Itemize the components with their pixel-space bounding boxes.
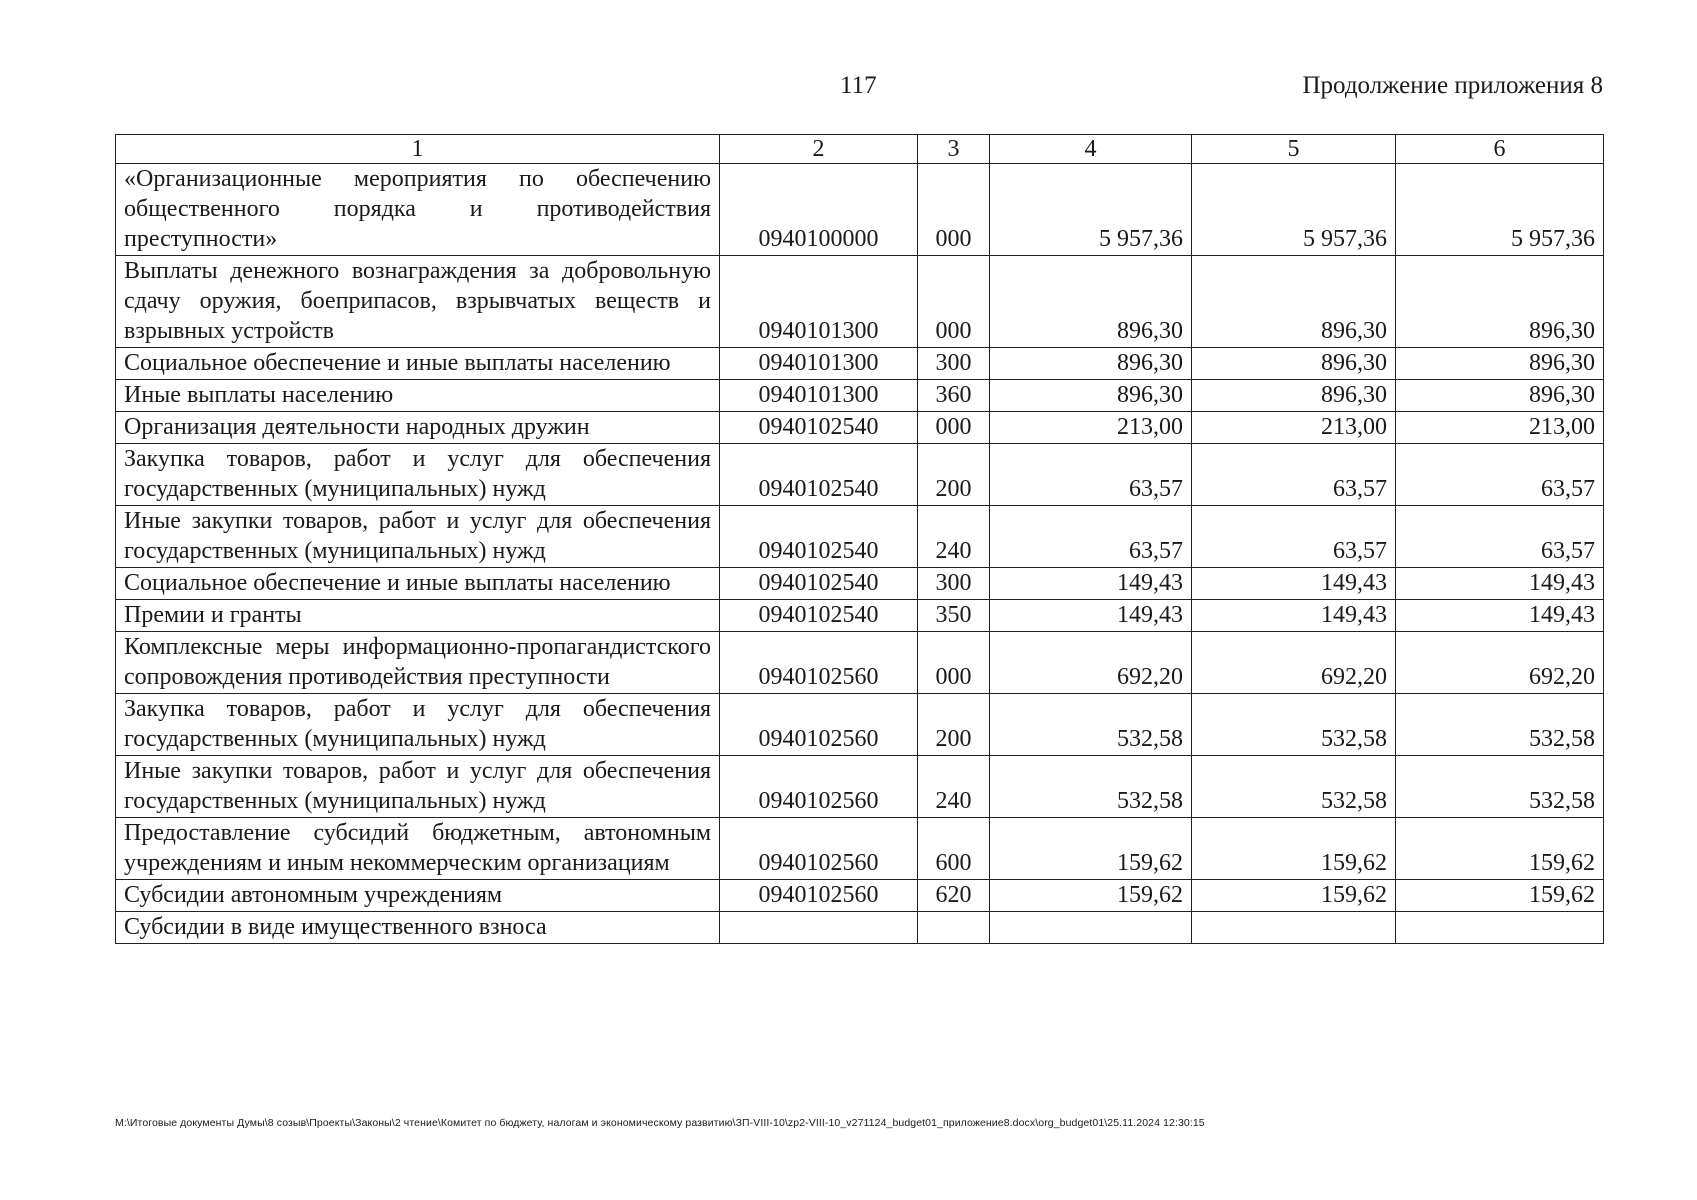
target-code: 0940101300	[720, 348, 918, 380]
amount-col6: 213,00	[1396, 412, 1604, 444]
column-header: 4	[990, 135, 1192, 164]
row-name: Организация деятельности народных дружин	[116, 412, 720, 444]
row-name: Иные закупки товаров, работ и услуг для обеспечения государственных (муниципальных) нужд	[116, 506, 720, 568]
column-header: 2	[720, 135, 918, 164]
amount-col6: 149,43	[1396, 600, 1604, 632]
amount-col6: 896,30	[1396, 348, 1604, 380]
expense-type-code: 200	[918, 444, 990, 506]
table-row	[116, 600, 1604, 632]
amount-col5: 896,30	[1192, 380, 1396, 412]
amount-col4: 63,57	[990, 506, 1192, 568]
amount-col6: 149,43	[1396, 568, 1604, 600]
amount-col4: 532,58	[990, 694, 1192, 756]
amount-col6: 896,30	[1396, 256, 1604, 348]
table-row	[116, 568, 1604, 600]
table-row	[116, 694, 1604, 756]
target-code: 0940102560	[720, 694, 918, 756]
column-header: 6	[1396, 135, 1604, 164]
amount-col5: 63,57	[1192, 506, 1396, 568]
amount-col4: 896,30	[990, 256, 1192, 348]
expense-type-code: 240	[918, 506, 990, 568]
table-row	[116, 632, 1604, 694]
amount-col5: 63,57	[1192, 444, 1396, 506]
amount-col4: 149,43	[990, 600, 1192, 632]
target-code: 0940102540	[720, 600, 918, 632]
expense-type-code: 000	[918, 632, 990, 694]
table-row	[116, 880, 1604, 912]
amount-col5: 896,30	[1192, 256, 1396, 348]
amount-col5: 213,00	[1192, 412, 1396, 444]
expense-type-code: 360	[918, 380, 990, 412]
expense-type-code: 300	[918, 348, 990, 380]
amount-col4: 532,58	[990, 756, 1192, 818]
target-code: 0940101300	[720, 380, 918, 412]
expense-type-code: 000	[918, 412, 990, 444]
table-row	[116, 380, 1604, 412]
target-code: 0940102540	[720, 506, 918, 568]
table-row	[116, 506, 1604, 568]
row-name: Выплаты денежного вознаграждения за добровольную сдачу оружия, боеприпасов, взрывчатых веществ и взрывных устройств	[116, 256, 720, 348]
table-row	[116, 164, 1604, 256]
amount-col5	[1192, 912, 1396, 944]
target-code: 0940100000	[720, 164, 918, 256]
amount-col5: 896,30	[1192, 348, 1396, 380]
expense-type-code: 620	[918, 880, 990, 912]
row-name: Субсидии автономным учреждениям	[116, 880, 720, 912]
amount-col4: 5 957,36	[990, 164, 1192, 256]
amount-col6: 692,20	[1396, 632, 1604, 694]
amount-col6: 63,57	[1396, 506, 1604, 568]
amount-col5: 692,20	[1192, 632, 1396, 694]
amount-col6: 532,58	[1396, 756, 1604, 818]
table-row	[116, 756, 1604, 818]
expense-type-code: 200	[918, 694, 990, 756]
amount-col5: 149,43	[1192, 600, 1396, 632]
column-header: 3	[918, 135, 990, 164]
amount-col6	[1396, 912, 1604, 944]
budget-table	[115, 134, 1604, 944]
amount-col4: 159,62	[990, 880, 1192, 912]
amount-col4: 63,57	[990, 444, 1192, 506]
amount-col6: 896,30	[1396, 380, 1604, 412]
amount-col5: 5 957,36	[1192, 164, 1396, 256]
amount-col5: 149,43	[1192, 568, 1396, 600]
row-name: Социальное обеспечение и иные выплаты населению	[116, 348, 720, 380]
amount-col6: 63,57	[1396, 444, 1604, 506]
amount-col6: 532,58	[1396, 694, 1604, 756]
row-name: Закупка товаров, работ и услуг для обеспечения государственных (муниципальных) нужд	[116, 694, 720, 756]
target-code: 0940102560	[720, 880, 918, 912]
row-name: Предоставление субсидий бюджетным, автономным учреждениям и иным некоммерческим организациям	[116, 818, 720, 880]
amount-col5: 159,62	[1192, 818, 1396, 880]
target-code: 0940102540	[720, 568, 918, 600]
table-row	[116, 256, 1604, 348]
amount-col6: 159,62	[1396, 818, 1604, 880]
target-code	[720, 912, 918, 944]
amount-col4: 149,43	[990, 568, 1192, 600]
target-code: 0940102540	[720, 412, 918, 444]
page-number: 117	[840, 72, 877, 99]
target-code: 0940102540	[720, 444, 918, 506]
amount-col4	[990, 912, 1192, 944]
target-code: 0940102560	[720, 632, 918, 694]
amount-col6: 159,62	[1396, 880, 1604, 912]
table-row	[116, 348, 1604, 380]
column-number-row	[116, 135, 1604, 164]
amount-col4: 213,00	[990, 412, 1192, 444]
amount-col5: 532,58	[1192, 694, 1396, 756]
row-name: Иные закупки товаров, работ и услуг для обеспечения государственных (муниципальных) нужд	[116, 756, 720, 818]
amount-col4: 692,20	[990, 632, 1192, 694]
expense-type-code: 350	[918, 600, 990, 632]
expense-type-code	[918, 912, 990, 944]
table-row	[116, 912, 1604, 944]
row-name: Субсидии в виде имущественного взноса	[116, 912, 720, 944]
row-name: Иные выплаты населению	[116, 380, 720, 412]
table-row	[116, 412, 1604, 444]
column-header: 5	[1192, 135, 1396, 164]
expense-type-code: 240	[918, 756, 990, 818]
expense-type-code: 000	[918, 256, 990, 348]
target-code: 0940102560	[720, 818, 918, 880]
row-name: «Организационные мероприятия по обеспечению общественного порядка и противодействия преступности»	[116, 164, 720, 256]
amount-col5: 532,58	[1192, 756, 1396, 818]
table-row	[116, 444, 1604, 506]
row-name: Социальное обеспечение и иные выплаты населению	[116, 568, 720, 600]
target-code: 0940102560	[720, 756, 918, 818]
amount-col4: 896,30	[990, 348, 1192, 380]
column-header: 1	[116, 135, 720, 164]
row-name: Закупка товаров, работ и услуг для обеспечения государственных (муниципальных) нужд	[116, 444, 720, 506]
row-name: Комплексные меры информационно-пропагандистского сопровождения противодействия преступности	[116, 632, 720, 694]
amount-col4: 896,30	[990, 380, 1192, 412]
row-name: Премии и гранты	[116, 600, 720, 632]
amount-col4: 159,62	[990, 818, 1192, 880]
amount-col6: 5 957,36	[1396, 164, 1604, 256]
amount-col5: 159,62	[1192, 880, 1396, 912]
expense-type-code: 600	[918, 818, 990, 880]
appendix-label: Продолжение приложения 8	[1302, 72, 1603, 99]
expense-type-code: 000	[918, 164, 990, 256]
target-code: 0940101300	[720, 256, 918, 348]
expense-type-code: 300	[918, 568, 990, 600]
table-row	[116, 818, 1604, 880]
file-path-footer: M:\Итоговые документы Думы\8 созыв\Проекты\Законы\2 чтение\Комитет по бюджету, налогам и экономическому развитию\ЗП-VIII-10\zp2-VIII-10_v271124_budget01_приложение8.docx\org_budget01\25.11.2024 12:30:15	[115, 1117, 1205, 1129]
